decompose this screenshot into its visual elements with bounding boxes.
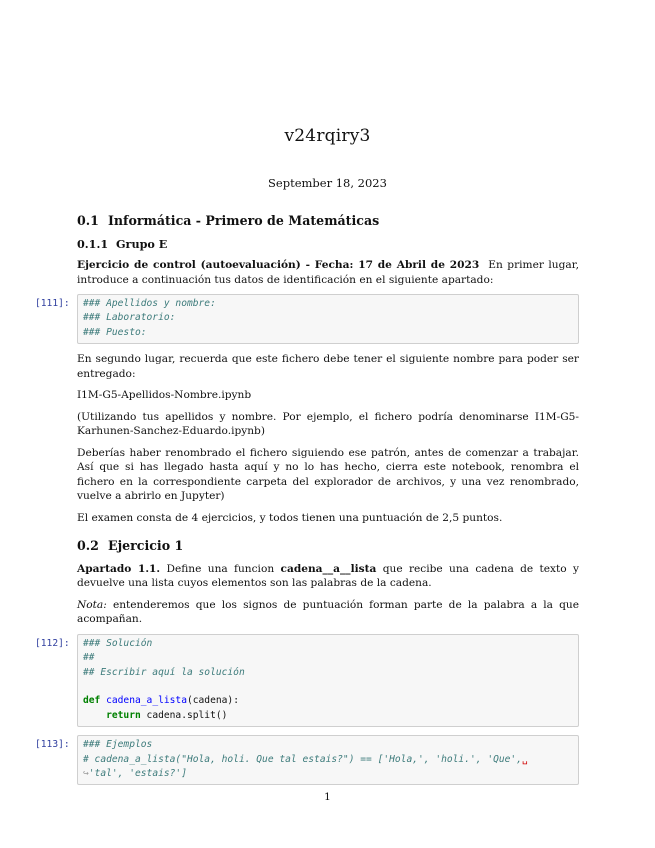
code-return-expr: cadena.split() [140, 709, 228, 721]
code-line-empty [83, 680, 573, 694]
exercise-date-heading: Ejercicio de control (autoevaluación) - Fecha: 17 de Abril de 2023 [77, 259, 480, 271]
exam-paragraph: El examen consta de 4 ejercicios, y todos tienen una puntuación de 2,5 puntos. [77, 511, 503, 524]
nota-paragraph [77, 598, 579, 627]
section-title: Ejercicio 1 [108, 538, 184, 554]
apartado-label: Apartado 1.1. [77, 562, 161, 575]
code-cell-112[interactable] [35, 634, 579, 727]
code-editor[interactable] [77, 634, 579, 727]
section-title: Informática - Primero de Matemáticas [108, 213, 380, 228]
keyword-return: return [106, 709, 141, 721]
line-wrap-icon: ␣ [521, 753, 528, 765]
intro-paragraph [77, 258, 579, 287]
nota-text: entenderemos que los signos de puntuación forman parte de la palabra a la que acompañan. [77, 598, 579, 626]
code-line-def [83, 694, 573, 708]
function-name: cadena__a__lista [280, 562, 377, 575]
notebook-content [35, 213, 579, 793]
subsection-number: 0.1.1 [77, 236, 109, 251]
code-cell-111[interactable] [35, 294, 579, 344]
filename-value: I1M-G5-Apellidos-Nombre.ipynb [77, 389, 252, 402]
code-line: ### Puesto: [83, 326, 147, 338]
keyword-def: def [83, 695, 101, 707]
code-indent [83, 710, 106, 721]
apartado-paragraph [77, 562, 579, 591]
code-line: ## Escribir aquí la solución [83, 666, 245, 678]
code-function-name: cadena_a_lista [106, 695, 187, 707]
apartado-text: Define una funcion [166, 562, 275, 575]
example-paragraph: (Utilizando tus apellidos y nombre. Por ejemplo, el fichero podría denominarse I1M-G5-Karhunen-Sanchez-Eduardo.ipynb) [77, 410, 579, 438]
code-line-wrapped [83, 753, 573, 767]
code-line: ## [83, 652, 95, 664]
code-line: ### Laboratorio: [83, 312, 176, 324]
code-line-continuation [83, 767, 573, 781]
code-comment: # cadena_a_lista("Hola, holi. Que tal estais?") == ['Hola,', 'holi.', 'Que', [83, 753, 522, 765]
code-line: ### Solución [83, 637, 153, 649]
code-cell-113[interactable] [35, 735, 579, 785]
rename-paragraph: Deberías haber renombrado el fichero siguiendo ese patrón, antes de comenzar a trabajar. Así que si has llegado hasta aquí y no lo has hecho, cierra este notebook, renombra el fichero en la correspondiente carpeta del explorador de archivos, y una vez renombrado, vuelve a abrirlo en Jupyter) [77, 446, 579, 503]
code-editor[interactable] [77, 735, 579, 785]
page-number: 1 [324, 791, 331, 803]
section-number: 0.2 [77, 538, 99, 554]
code-comment: 'tal', 'estais?'] [88, 767, 187, 779]
cell-prompt: [113]: [35, 739, 70, 751]
nota-label: Nota: [77, 598, 107, 611]
intro-text: En primer lugar, introduce a continuación tus datos de identificación en el siguiente apartado: [77, 259, 579, 286]
filename-paragraph: En segundo lugar, recuerda que este fichero debe tener el siguiente nombre para poder ser entregado: [77, 353, 579, 380]
document-date: September 18, 2023 [268, 176, 387, 190]
code-line: ### Apellidos y nombre: [83, 298, 216, 309]
subsection-heading-grupo [77, 237, 579, 252]
section-heading-informatica [77, 214, 579, 229]
code-line-return [83, 709, 573, 723]
subsection-title: Grupo E [116, 236, 168, 251]
continuation-arrow-icon: ↪ [83, 767, 89, 779]
cell-prompt: [112]: [35, 637, 70, 649]
section-heading-ejercicio [77, 539, 579, 554]
code-params: (cadena): [186, 695, 239, 707]
code-editor[interactable] [77, 294, 579, 344]
section-number: 0.1 [77, 213, 99, 228]
code-line: ### Ejemplos [83, 739, 153, 751]
cell-prompt: [111]: [35, 298, 70, 309]
document-title: v24rqiry3 [284, 126, 371, 146]
apartado-text: que recibe una cadena de texto y devuelve una lista cuyos elementos son las palabras de la cadena. [77, 562, 579, 590]
